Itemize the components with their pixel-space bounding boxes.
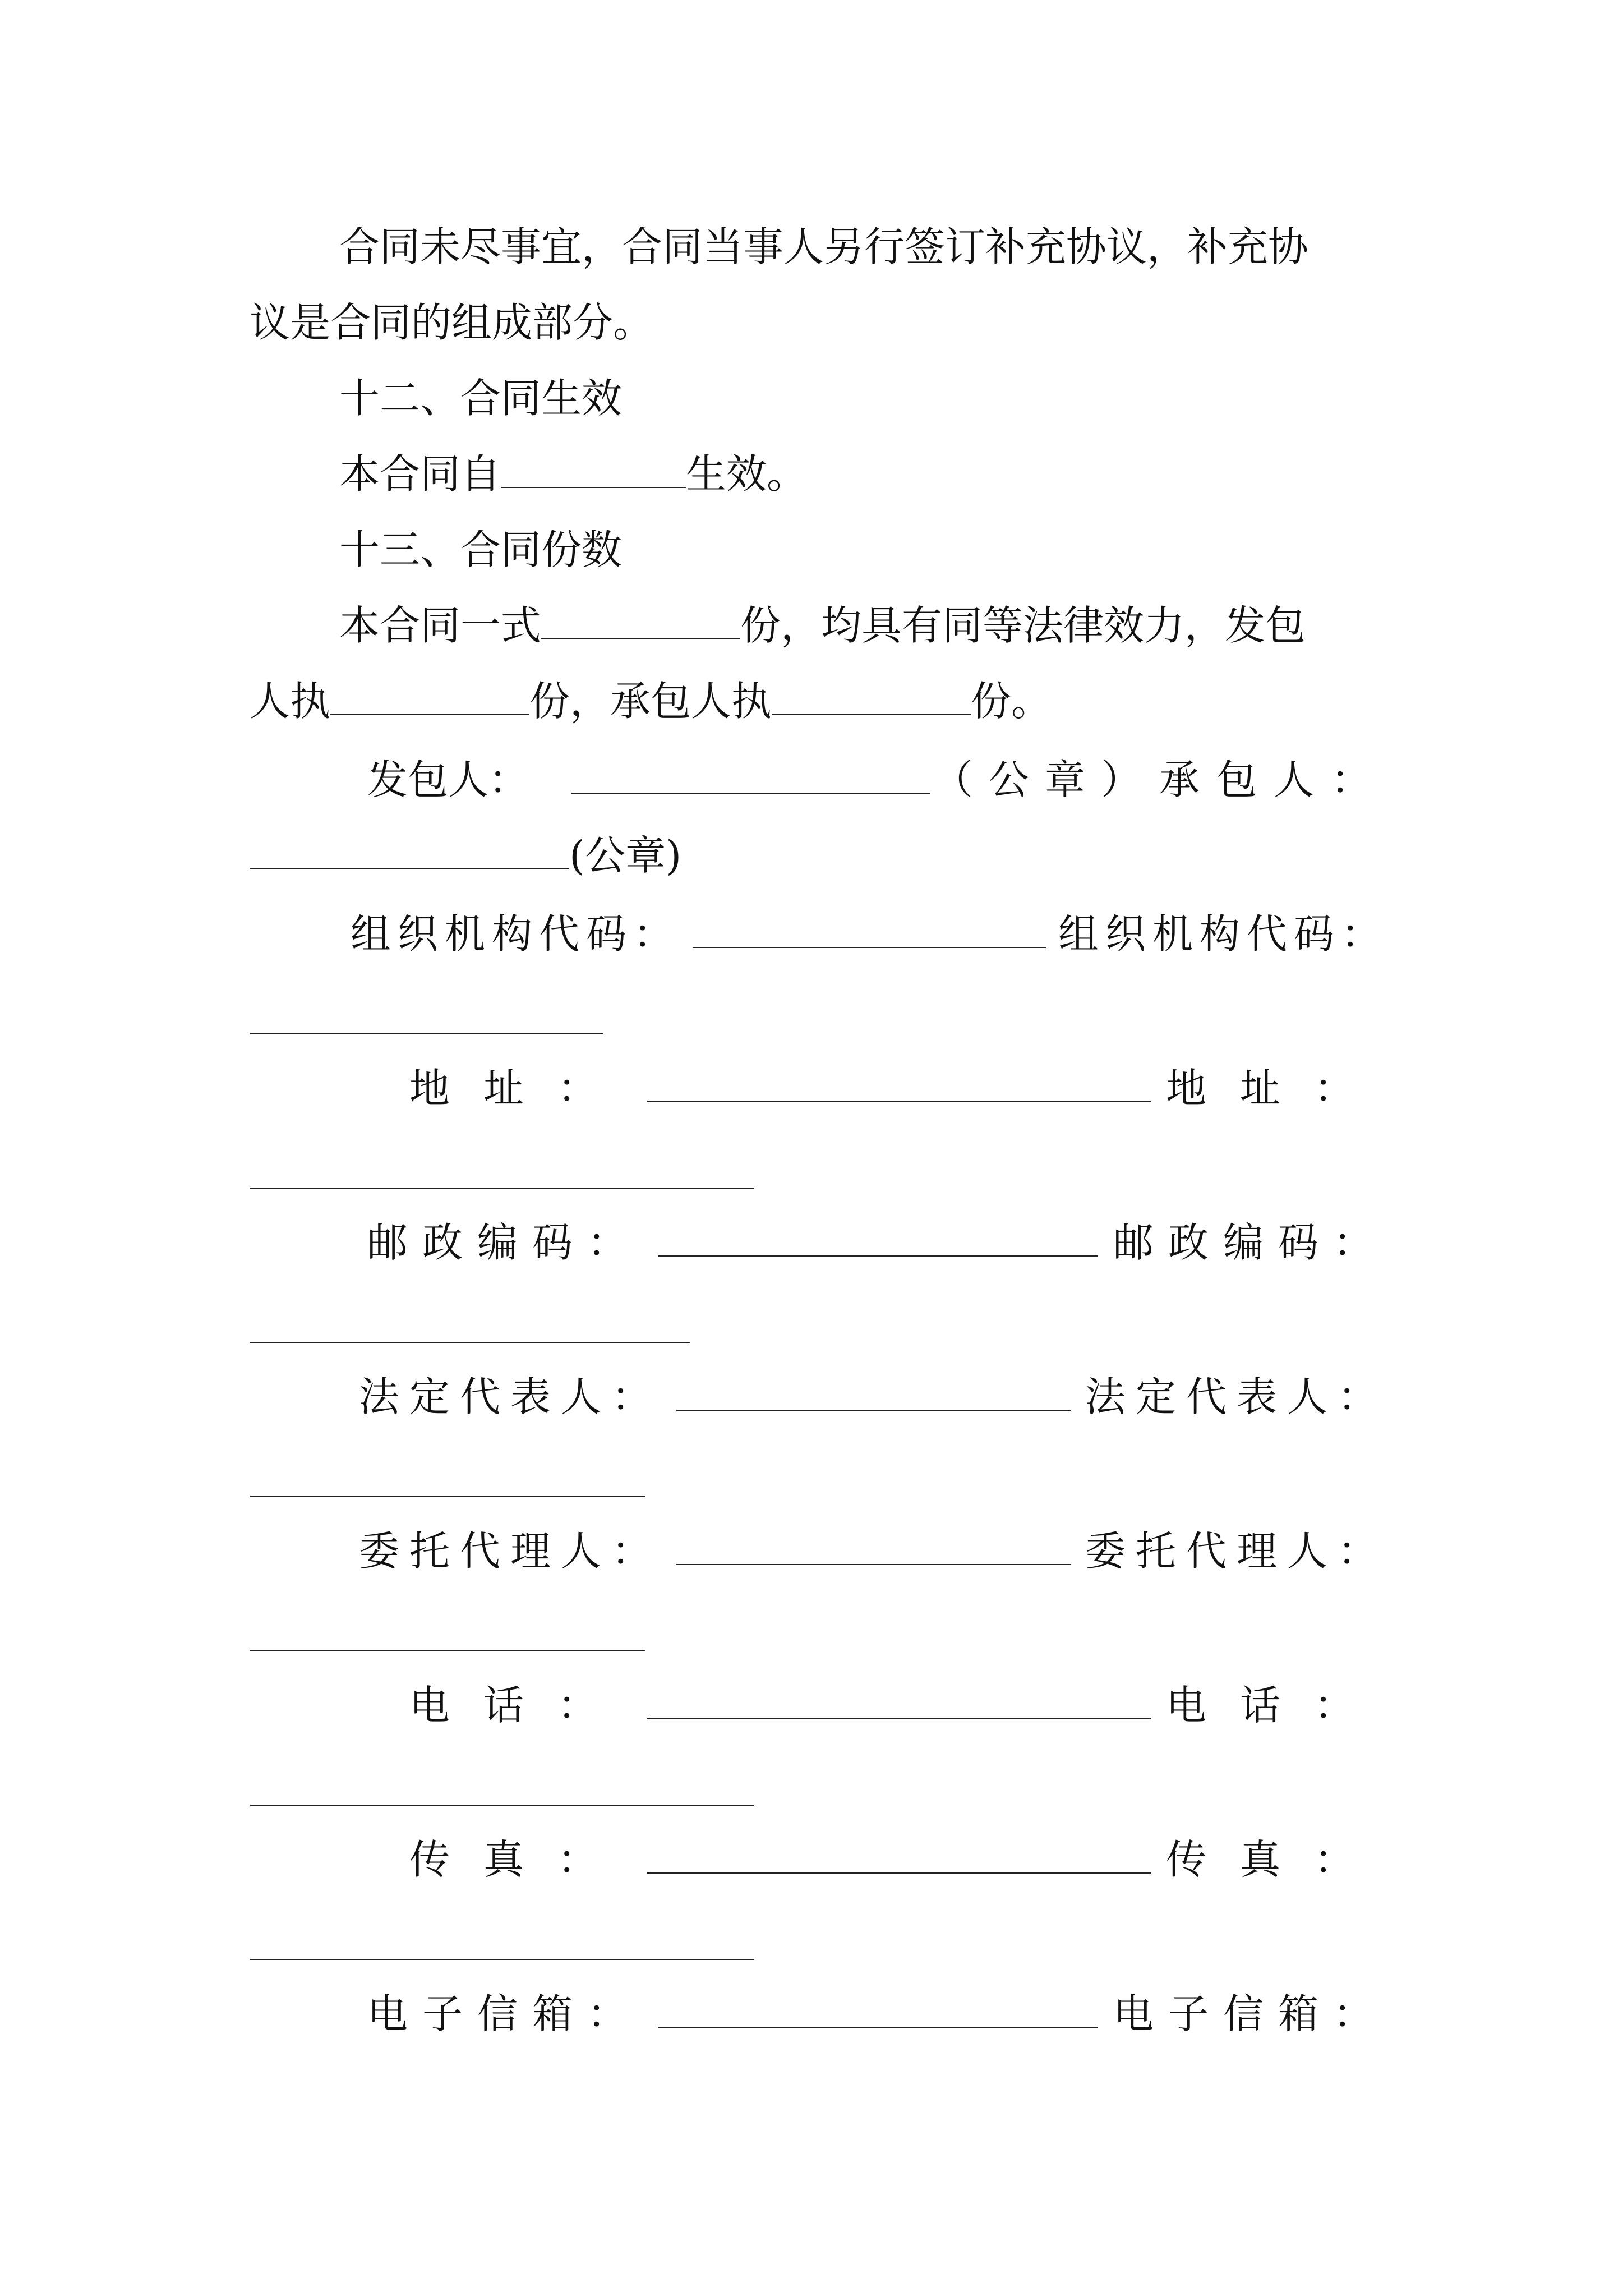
section-13-title: 十三、合同份数 — [339, 526, 623, 573]
contractor-org-code-label: 组织机构代码： — [1058, 910, 1388, 958]
org-code-row — [250, 895, 1388, 973]
contractor-address-blank — [250, 1188, 754, 1189]
contractor-postcode-label: 邮政编码： — [1113, 1219, 1388, 1266]
paragraph-supplementary-line2: 议是合同的组成部分。 — [250, 299, 654, 346]
contractor-seal-row — [250, 816, 1388, 895]
contractor-copies-text: 份，承包人执 — [529, 678, 772, 725]
employer-seal: （公章） — [932, 756, 1157, 803]
copies-end-text: 份。 — [971, 678, 1052, 725]
contractor-fax-label: 传真： — [1165, 1836, 1388, 1883]
contractor-phone-blank — [250, 1805, 754, 1806]
employer-email-blank — [658, 1987, 1098, 2028]
effective-clause-after: 生效。 — [686, 450, 808, 498]
employer-postcode-label: 邮政编码： — [367, 1219, 643, 1266]
address-row — [250, 1049, 1388, 1128]
contractor-legal-rep-blank — [250, 1496, 645, 1497]
employer-legal-rep-blank — [676, 1370, 1071, 1411]
employer-label: 发包人： — [367, 756, 529, 803]
employer-org-code-label: 组织机构代码： — [351, 910, 681, 958]
contractor-fax-blank — [250, 1959, 754, 1960]
copies-clause-before: 本合同一式 — [339, 602, 542, 649]
total-copies-blank — [541, 599, 740, 639]
contractor-address-label: 地址： — [1165, 1065, 1388, 1112]
employer-copies-blank — [330, 675, 529, 715]
copies-clause-after: 份，均具有同等法律效力，发包 — [740, 602, 1306, 649]
contractor-copies-blank — [772, 675, 971, 715]
employer-email-label: 电子信箱： — [367, 1990, 643, 2037]
employer-address-label: 地址： — [409, 1065, 632, 1112]
contractor-phone-label: 电话： — [1165, 1682, 1388, 1729]
effective-clause — [250, 435, 1478, 513]
contractor-blank — [250, 829, 569, 869]
employer-legal-rep-label: 法定代表人： — [359, 1373, 662, 1420]
employer-fax-label: 传真： — [409, 1836, 632, 1883]
contractor-org-code-blank — [250, 1033, 603, 1034]
employer-org-code-blank — [693, 908, 1046, 948]
contractor-label: 承包人： — [1159, 756, 1388, 803]
agent-row — [250, 1512, 1388, 1590]
copies-clause — [250, 586, 1478, 665]
contractor-email-label: 电子信箱： — [1113, 1990, 1388, 2037]
employer-blank — [571, 753, 930, 794]
employer-phone-label: 电话： — [409, 1682, 632, 1729]
employer-address-blank — [647, 1062, 1151, 1102]
employer-agent-label: 委托代理人： — [359, 1527, 662, 1575]
contractor-seal: (公章) — [569, 832, 682, 879]
employer-fax-blank — [647, 1833, 1151, 1874]
paragraph-supplementary-line1: 合同未尽事宜，合同当事人另行签订补充协议，补充协 — [339, 223, 1309, 270]
phone-row — [250, 1666, 1388, 1745]
fax-row — [250, 1820, 1388, 1899]
effective-date-blank — [501, 448, 686, 488]
contractor-agent-blank — [250, 1650, 645, 1651]
contractor-legal-rep-label: 法定代表人： — [1085, 1373, 1388, 1420]
email-row — [250, 1975, 1388, 2053]
employer-agent-blank — [676, 1525, 1071, 1565]
employer-phone-blank — [647, 1679, 1151, 1719]
section-12-title: 十二、合同生效 — [339, 375, 623, 422]
party-row — [250, 740, 1388, 819]
employer-copies-text: 人执 — [250, 678, 331, 725]
postcode-row — [250, 1203, 1388, 1282]
employer-postcode-blank — [658, 1216, 1098, 1257]
legal-rep-row — [250, 1358, 1388, 1436]
contractor-agent-label: 委托代理人： — [1085, 1527, 1388, 1575]
copies-clause-line2 — [250, 662, 1388, 740]
contractor-postcode-blank — [250, 1342, 690, 1343]
effective-clause-before: 本合同自 — [339, 450, 501, 498]
